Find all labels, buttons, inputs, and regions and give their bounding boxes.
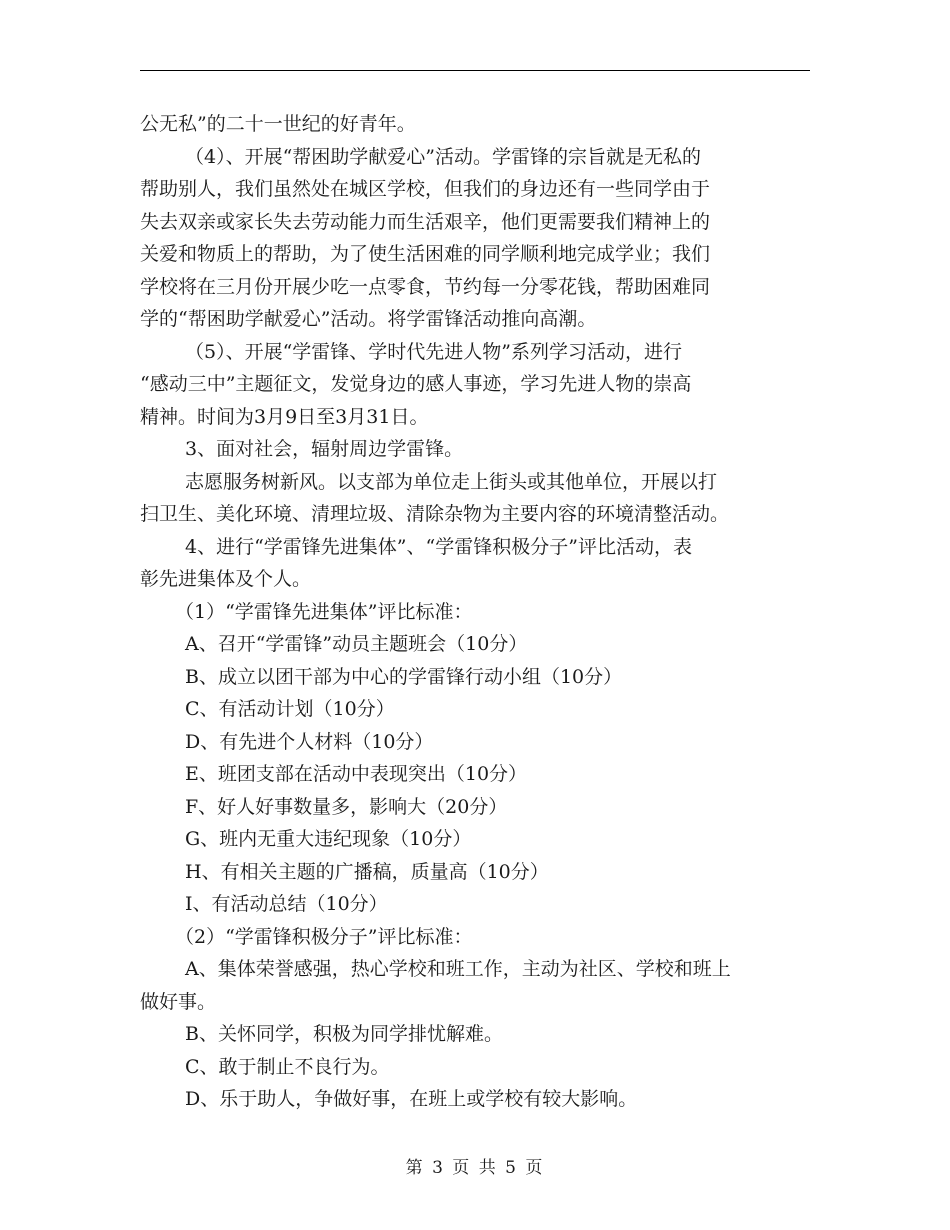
body-line: A、集体荣誉感强，热心学校和班工作，主动为社区、学校和班上 [185,958,731,980]
page-footer: 第 3 页 共 5 页 [405,1158,545,1178]
body-line: “感动三中”主题征文，发觉身边的感人事迹，学习先进人物的崇高 [140,373,692,395]
body-line: B、成立以团干部为中心的学雷锋行动小组（10分） [185,665,623,688]
body-line: E、班团支部在活动中表现突出（10分） [185,763,528,785]
body-line: G、班内无重大违纪现象（10分） [185,828,472,850]
body-line: I、有活动总结（10分） [185,893,388,915]
body-line: 公无私”的二十一世纪的好青年。 [140,113,416,135]
body-line: 4、进行“学雷锋先进集体”、“学雷锋积极分子”评比活动，表 [185,535,692,558]
body-line: 失去双亲或家长失去劳动能力而生活艰辛，他们更需要我们精神上的 [140,210,711,233]
body-line: （5）、开展“学雷锋、学时代先进人物”系列学习活动，进行 [185,340,683,363]
body-line: （4）、开展“帮困助学献爱心”活动。学雷锋的宗旨就是无私的 [185,145,702,168]
body-line: 关爱和物质上的帮助，为了使生活困难的同学顺利地完成学业；我们 [140,243,711,265]
body-line: A、召开“学雷锋”动员主题班会（10分） [185,633,528,655]
body-line: F、好人好事数量多，影响大（20分） [185,795,508,818]
body-line: （2）“学雷锋积极分子”评比标准： [175,925,473,948]
body-line: B、关怀同学，积极为同学排忧解难。 [185,1023,503,1045]
body-line: 精神。时间为3月9日至3月31日。 [140,405,429,428]
body-line: D、有先进个人材料（10分） [185,730,434,753]
body-line: 学校将在三月份开展少吃一点零食，节约每一分零花钱，帮助困难同 [140,275,711,298]
body-line: 志愿服务树新风。以支部为单位走上街头或其他单位，开展以打 [185,470,718,493]
header-rule [140,70,810,71]
body-line: 帮助别人，我们虽然处在城区学校，但我们的身边还有一些同学由于 [140,178,711,200]
body-line: （1）“学雷锋先进集体”评比标准： [175,600,473,623]
body-line: 3、面对社会，辐射周边学雷锋。 [185,438,464,460]
document-body [140,108,810,1116]
body-line: 彰先进集体及个人。 [140,568,312,590]
body-line: C、敢于制止不良行为。 [185,1055,390,1078]
body-line: 学的“帮困助学献爱心”活动。将学雷锋活动推向高潮。 [140,308,597,330]
body-line: D、乐于助人，争做好事，在班上或学校有较大影响。 [185,1088,638,1110]
body-line: 做好事。 [140,990,217,1013]
body-line: 扫卫生、美化环境、清理垃圾、清除杂物为主要内容的环境清整活动。 [140,503,730,525]
body-line: C、有活动计划（10分） [185,698,395,720]
body-line: H、有相关主题的广播稿，质量高（10分） [185,860,549,883]
